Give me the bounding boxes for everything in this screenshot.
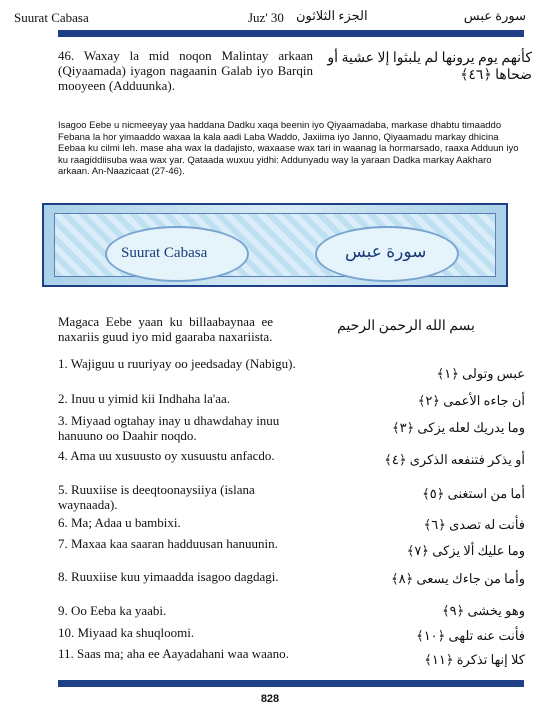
verse-8-arabic: وأما من جاءك يسعى ﴿٨﴾ — [390, 571, 525, 586]
verse-9-arabic: وهو يخشى ﴿٩﴾ — [441, 603, 525, 618]
verse-6-arabic: فأنت له تصدى ﴿٦﴾ — [423, 517, 525, 532]
verse-5: 5. Ruuxiise is deeqtoonaysiiya (islana waynaada). — [58, 482, 255, 512]
verse-7: 7. Maxaa kaa saaran hadduusan hanuunin. — [58, 536, 278, 551]
header-surah-arabic: سورة عبس — [463, 8, 526, 23]
banner-title-arabic: سورة عبس — [345, 242, 427, 261]
verse-2-arabic: أن جاءه الأعمى ﴿٢﴾ — [417, 393, 525, 408]
verse-3-arabic: وما يدريك لعله يزكى ﴿٣﴾ — [391, 420, 525, 435]
page-number: 828 — [260, 693, 280, 705]
header-juz: Juz' 30 — [248, 10, 284, 25]
page-header — [0, 6, 540, 28]
verse-11: 11. Saas ma; aha ee Aayadahani waa waano. — [58, 646, 289, 661]
header-rule — [58, 30, 524, 37]
verse-2: 2. Inuu u yimid kii Indhaha la'aa. — [58, 391, 231, 406]
surah-banner — [42, 203, 508, 287]
verse-5-arabic: أما من استغنى ﴿٥﴾ — [422, 486, 525, 501]
header-juz-arabic: الجزء الثلاثون — [296, 8, 368, 23]
verse-7-arabic: وما عليك ألا يزكى ﴿٧﴾ — [406, 543, 525, 558]
footer-rule — [58, 680, 524, 687]
verse-9: 9. Oo Eeba ka yaabi. — [58, 603, 167, 618]
verse-4: 4. Ama uu xusuusto oy xusuustu anfacdo. — [58, 448, 275, 463]
verse-11-arabic: كلا إنها تذكرة ﴿١١﴾ — [424, 652, 525, 667]
verse-46-arabic: كأنهم يوم يرونها لم يلبثوا إلا عشية أو ضحاها ﴿٤٦﴾ — [327, 51, 532, 83]
verse-10: 10. Miyaad ka shuqloomi. — [58, 625, 195, 640]
verse-10-arabic: فأنت عنه تلهى ﴿١٠﴾ — [416, 628, 525, 643]
verse-1: 1. Wajiguu u ruuriyay oo jeedsaday (Nabigu). — [58, 356, 296, 371]
commentary: Isagoo Eebe u nicmeeyay yaa haddana Dadku xaqa beenin iyo Qiyaamadaba, markase dhabtu timaaddo Febana la hor yimaaddo waxaa la kala aadi Laba Waddo, Jaxiima iyo Janno, Qiyaamadu markay dhicina Eebaa ku cilmi leh. mase aha wax la dadajisto, waxaase wax tari in waanag la hormarsado, raaxa Adduun iyo ku raagiddiisuba waa wax yar. Qataada wuxuu yidhi: Addunyadu way la yaraan Dadka markay Aakharo arkaan. An-Naazicaat (27-46). — [58, 120, 519, 177]
verse-4-arabic: أو يذكر فتنفعه الذكرى ﴿٤﴾ — [384, 452, 525, 467]
banner-title: Suurat Cabasa — [121, 245, 208, 261]
verse-46-translation: 46. Waxay la mid noqon Malintay arkaan (Qiyaamada) iyagon nagaanin Galab iyo Barqin mooyeen (Adduunka). — [58, 48, 313, 93]
verse-3: 3. Miyaad ogtahay inay u dhawdahay inuu hanuuno oo Daahir noqdo. — [58, 413, 280, 443]
banner-pattern — [54, 213, 496, 277]
header-surah-name: Suurat Cabasa — [14, 10, 89, 25]
verse-1-arabic: عبس وتولى ﴿١﴾ — [436, 366, 525, 381]
bismillah-translation: Magaca Eebe yaan ku billaabaynaa ee naxariis guud iyo mid gaaraba naxariista. — [58, 314, 273, 344]
verse-6: 6. Ma; Adaa u bambixi. — [58, 515, 181, 530]
bismillah-arabic: بسم الله الرحمن الرحيم — [337, 319, 475, 334]
verse-8: 8. Ruuxiise kuu yimaadda isagoo dagdagi. — [58, 569, 279, 584]
